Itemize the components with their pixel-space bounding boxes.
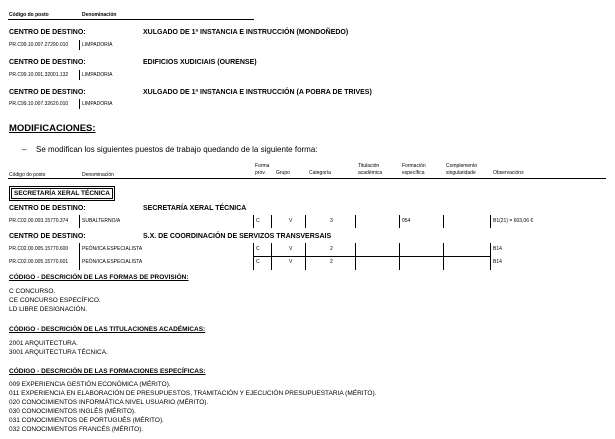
list-item: C CONCURSO. [9, 288, 56, 295]
row-forma: C [256, 259, 260, 265]
centro-label: CENTRO DE DESTINO: [9, 29, 86, 36]
centro-name: SECRETARÍA XERAL TÉCNICA [143, 205, 247, 212]
list-item: 020 CONOCIMIENTOS INFORMÁTICA NIVEL USUARIO (MÉRITO). [9, 399, 209, 406]
list-item: 031 CONOCIMIENTOS DE PORTUGUÉS (MÉRITO). [9, 417, 164, 424]
section-box-label: SECRETARÍA XERAL TÉCNICA [11, 188, 113, 199]
modificaciones-intro: Se modifican los siguientes puestos de trabajo quedando de la siguiente forma: [36, 145, 318, 154]
th-titulacion-2: académica [358, 170, 383, 176]
row-categoria: 3 [330, 218, 333, 224]
modificaciones-title: MODIFICACIONES: [9, 123, 96, 134]
cell-divider [305, 215, 306, 228]
centro-name: S.X. DE COORDINACIÓN DE SERVIZOS TRANSVERSAIS [143, 233, 332, 240]
legend-provision-title: CÓDIGO - DESCRICIÓN DE LAS FORMAS DE PROVISIÓN: [9, 274, 189, 281]
row-obs: B14 [493, 259, 502, 265]
list-item: 011 EXPERIENCIA EN ELABORACIÓN DE PRESUPUESTOS, TRAMITACIÓN Y EJECUCIÓN PRESUPUESTARIA (MÉRITO). [9, 390, 377, 397]
post-code: PR.C99.10.007.32620.010 [9, 101, 69, 107]
th-titulacion-1: Titulación [358, 163, 380, 169]
section-box [9, 186, 115, 201]
th-forma-2: prov. [255, 170, 266, 176]
cell-divider [253, 215, 254, 228]
th-formacion-2: específica [402, 170, 425, 176]
row-grupo: V [289, 259, 293, 265]
top-header-rule [8, 19, 254, 20]
row-categoria: 2 [330, 246, 333, 252]
list-item: 009 EXPERIENCIA GESTIÓN ECONÓMICA (MÉRITO). [9, 381, 171, 388]
th-formacion-1: Formación [402, 163, 426, 169]
th-grupo: Grupo [276, 170, 290, 176]
table-header-rule [8, 178, 606, 179]
row-code: PR.C02.00.005.15770.600 [9, 246, 69, 252]
th-forma-1: Forma [255, 163, 270, 169]
cell-divider [79, 70, 80, 80]
centro-name: EDIFICIOS XUDICIAIS (OURENSE) [143, 59, 257, 66]
list-item: CE CONCURSO ESPECÍFICO. [9, 297, 101, 304]
centro-name: XULGADO DE 1ª INSTANCIA E INSTRUCCIÓN (A POBRA DE TRIVES) [143, 89, 372, 96]
row-categoria: 2 [330, 259, 333, 265]
cell-divider [399, 215, 400, 228]
list-item: 2001 ARQUITECTURA. [9, 340, 78, 347]
row-denom: SUBALTERNO/A [82, 218, 121, 224]
row-forma: C [256, 246, 260, 252]
centro-label: CENTRO DE DESTINO: [9, 59, 86, 66]
row-code: PR.C02.00.005.15770.601 [9, 259, 69, 265]
th-categoria: Categoría [309, 170, 331, 176]
row-grupo: V [289, 218, 293, 224]
centro-label: CENTRO DE DESTINO: [9, 233, 86, 240]
top-header-denominacion: Denominación [82, 12, 117, 18]
post-denom: LIMPADORIA [82, 101, 113, 107]
row-divider [253, 256, 491, 257]
th-observacions: Observacións [493, 170, 524, 176]
cell-divider [490, 215, 491, 228]
legend-formaciones-title: CÓDIGO - DESCRICIÓN DE LAS FORMACIONES ESPECÍFICAS: [9, 368, 206, 375]
row-denom: PEÓN/ICA ESPECIALISTA [82, 246, 143, 252]
row-denom: PEÓN/ICA ESPECIALISTA [82, 259, 143, 265]
list-item: 032 CONOCIMIENTOS FRANCÉS (MÉRITO). [9, 426, 144, 433]
cell-divider [79, 99, 80, 109]
cell-divider [79, 243, 80, 270]
list-item: 030 CONOCIMIENTOS INGLÉS (MÉRITO). [9, 408, 136, 415]
legend-titulaciones-title: CÓDIGO - DESCRICIÓN DE LAS TITULACIONES ACADÉMICAS: [9, 326, 206, 333]
list-item: 3001 ARQUITECTURA TÉCNICA. [9, 349, 108, 356]
centro-label: CENTRO DE DESTINO: [9, 89, 86, 96]
row-forma: C [256, 218, 260, 224]
cell-divider [443, 215, 444, 228]
row-obs: B1(21) = 603,06 € [493, 218, 534, 224]
post-denom: LIMPADORIA [82, 72, 113, 78]
row-formacion: 054 [402, 218, 411, 224]
row-obs: B14 [493, 246, 502, 252]
post-code: PR.C99.10.001.32001.132 [9, 72, 69, 78]
intro-dash: – [22, 145, 27, 154]
row-grupo: V [289, 246, 293, 252]
cell-divider [79, 215, 80, 228]
th-complemento-1: Complemento [446, 163, 478, 169]
th-denominacion: Denominación [82, 172, 114, 178]
th-complemento-2: singularidade [446, 170, 476, 176]
cell-divider [355, 215, 356, 228]
cell-divider [79, 40, 80, 50]
cell-divider [271, 215, 272, 228]
post-denom: LIMPADORIA [82, 42, 113, 48]
post-code: PR.C99.10.007.27290.010 [9, 42, 69, 48]
top-header-codigo: Código do posto [9, 12, 49, 18]
list-item: LD LIBRE DESIGNACIÓN. [9, 306, 88, 313]
centro-label: CENTRO DE DESTINO: [9, 205, 86, 212]
th-codigo: Código do posto [9, 172, 46, 178]
row-code: PR.C02.00.003.15770.374 [9, 218, 69, 224]
centro-name: XULGADO DE 1ª INSTANCIA E INSTRUCCIÓN (MONDOÑEDO) [143, 29, 349, 36]
